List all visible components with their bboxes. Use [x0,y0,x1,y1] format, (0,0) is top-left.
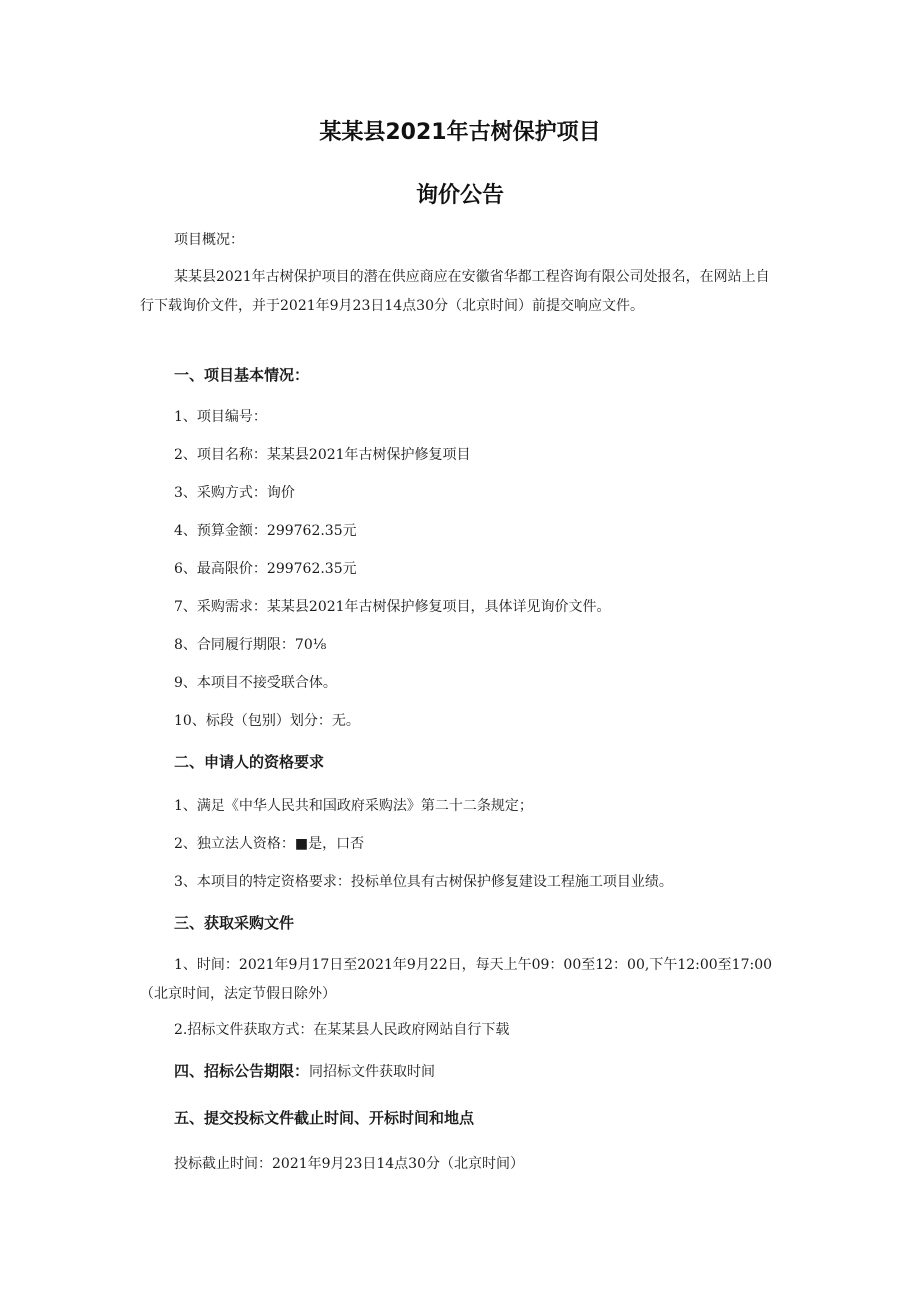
section-4-text: 同招标文件获取时间 [309,1064,436,1080]
time-paragraph: 1、时间：2021年9月17日至2021年9月22日，每天上午09：00至12：00,下午12:00至17:00（北京时间，法定节假日除外） [140,957,773,1002]
overview-paragraph: 某某县2021年古树保护项目的潜在供应商应在安徽省华都工程咨询有限公司处报名，在网站上自行下载询价文件，并于2021年9月23日14点30分（北京时间）前提交响应文件。 [140,269,770,314]
section-4-heading [174,1061,435,1082]
list-item: 10、标段（包别）划分：无。 [174,713,360,729]
section-3-heading: 三、获取采购文件 [174,914,295,932]
list-item: 8、合同履行期限：70⅛ [174,637,327,653]
document-subtitle: 询价公告 [415,183,504,208]
list-item: 1、项目编号： [174,409,267,425]
document-title: 某某县2021年古树保护项目 [319,120,601,145]
section-5-heading: 五、提交投标文件截止时间、开标时间和地点 [174,1109,475,1127]
section-1-heading: 一、项目基本情况： [174,366,310,384]
section-4-title: 四、招标公告期限： [174,1062,310,1080]
list-item: 3、本项目的特定资格要求：投标单位具有古树保护修复建设工程施工项目业绩。 [174,874,673,890]
list-item: 1、满足《中华人民共和国政府采购法》第二十二条规定； [174,798,533,814]
deadline-line: 投标截止时间：2021年9月23日14点30分（北京时间） [174,1156,524,1172]
list-item: 2、独立法人资格：■是，口否 [174,836,365,852]
list-item: 2、项目名称：某某县2021年古树保护修复项目 [174,447,471,463]
method-line: 2.招标文件获取方式：在某某县人民政府网站自行下载 [174,1022,510,1038]
list-item: 6、最高限价：299762.35元 [174,561,357,577]
list-item: 7、采购需求：某某县2021年古树保护修复项目，具体详见询价文件。 [174,599,611,615]
list-item: 3、采购方式：询价 [174,485,295,501]
overview-label: 项目概况： [174,232,244,248]
section-2-heading: 二、申请人的资格要求 [174,753,325,771]
list-item: 9、本项目不接受联合体。 [174,675,337,691]
list-item: 4、预算金额：299762.35元 [174,523,357,539]
